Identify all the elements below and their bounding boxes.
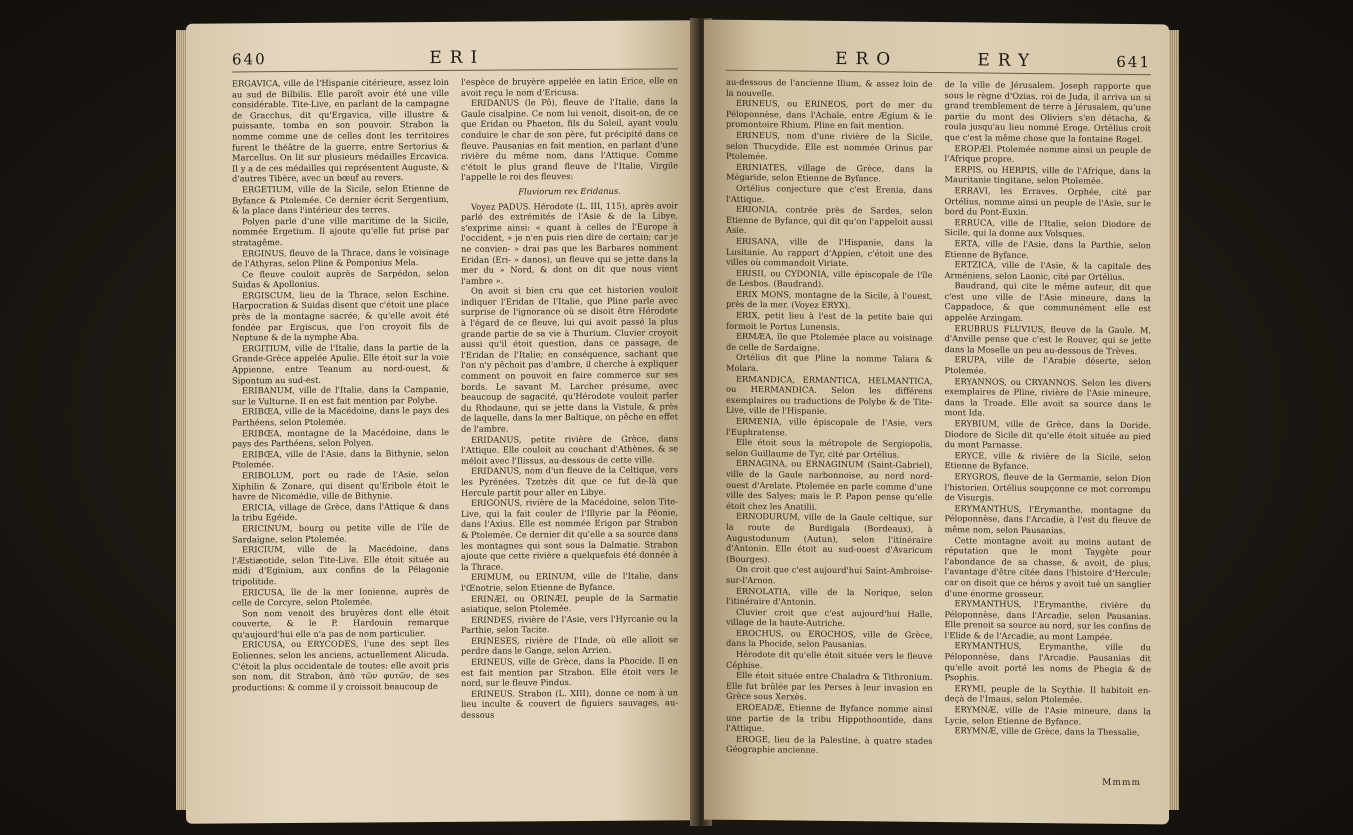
entry-paragraph: ERYMANTHUS, l'Erymanthe, montagne du Péloponnèse, dans l'Arcadie, à l'est du fleuve de même nom, selon Pausanias. [944, 502, 1151, 536]
right-page-columns [726, 77, 1151, 759]
entry-paragraph: ERISII, ou CYDONIA, ville épiscopale de l'île de Lesbos. (Baudrand). [726, 267, 933, 290]
entry-paragraph: ERYMI, peuple de la Scythie. Il habitoit en-deçà de l'Imaus, selon Ptolemée. [944, 683, 1151, 705]
entry-paragraph: au-dessous de l'ancienne Ilium, & assez loin de la nouvelle. [726, 76, 933, 98]
entry-paragraph: ERINESES, rivière de l'Inde, où elle alloit se perdre dans le Gange, selon Arrien. [461, 634, 678, 657]
entry-paragraph: Voyez PADUS. Hérodote (L. III, 115), après avoir parlé des extrémités de l'Asie & de la Libye, s'exprime ainsi: « quant à celles de l'Europe à l'occident, » je n'en puis rien dire de certain; car je ne convien- » drai pas que les Barbares nomment Eridan (Eri- » danos), un fleuve qui se jette dans la mer du » Nord, & dont on dit que nous vient l'ambre ». [461, 199, 678, 286]
entry-paragraph: ERISANA, ville de l'Hispanie, dans la Lusitanie. Au rapport d'Appien, c'étoit une des villes où commandoit Viriate. [726, 235, 933, 269]
right-page-header [726, 48, 1151, 75]
entry-paragraph: ERGITIUM, ville de l'Italie, dans la partie de la Grande-Grèce appelée Apulie. Elle étoit sur la voie Appienne, entre Teanum au nord-ouest, & Sipontum au sud-est. [232, 341, 449, 386]
entry-paragraph: Elle étoit sous la métropole de Sergiopolis, selon Guillaume de Tyr, cité par Ortélius. [726, 437, 933, 460]
left-running-head: ERI [429, 47, 486, 69]
left-column-2 [461, 75, 678, 720]
entry-paragraph: ERNODURUM, ville de la Gaule celtique, sur la route de Burdigala (Bordeaux), à Augustodunum (Autun), selon l'itinéraire d'Antonin. Elle étoit au sud-ouest d'Avaricum (Bourges). [726, 511, 933, 564]
entry-paragraph: ERMENIA, ville épiscopale de l'Asie, vers l'Euphratense. [726, 415, 933, 438]
entry-paragraph: On croit que c'est aujourd'hui Saint-Ambroise-sur-l'Arnon. [726, 564, 933, 586]
entry-paragraph: ERINDES, rivière de l'Asie, vers l'Hyrcanie ou la Parthie, selon Tacite. [461, 613, 678, 636]
right-page [704, 20, 1169, 825]
entry-paragraph: ERIDANUS (le Pô), fleuve de l'Italie, dans la Gaule cisalpine. Ce nom lui venoit, disoit-on, de ce que Eridan ou Phaeton, fils du Soleil, ayant voulu conduire le char de son père, fut précipité dans ce fleuve. Pausanias en fait mention, en parlant d'une rivière du même nom, dans l'Attique. Comme c'étoit le plus grand fleuve de l'Italie, Virgile l'appelle le roi des fleuves: [461, 96, 678, 183]
entry-paragraph: ERYANNOS, ou CRYANNOS. Selon les divers exemplaires de Pline, rivière de l'Asie mineure, dans la Troade. Elle avoit sa source dans le mont Ida. [944, 375, 1151, 418]
right-page-number: 641 [1116, 52, 1151, 72]
entry-paragraph: ERGETIUM, ville de la Sicile, selon Etienne de Byfance & Ptolemée. Ce dernier écrit Sergentium, & la place dans l'intérieur des terres. [232, 182, 449, 216]
entry-paragraph: ERNOLATIA, ville de la Norique, selon l'itinéraire d'Antonin. [726, 585, 933, 607]
entry-paragraph: ERICINUM, bourg ou petite ville de l'île de Sardaigne, selon Ptolemée. [232, 521, 449, 544]
left-page [186, 20, 694, 824]
entry-paragraph: ERRAVI, les Erraves. Orphée, cité par Ortélius, nomme ainsi un peuple de l'Asie, sur le bord du Pont-Euxin. [944, 185, 1151, 218]
entry-paragraph: EROPÆI. Ptolemée nomme ainsi un peuple de l'Afrique propre. [944, 142, 1151, 164]
entry-paragraph: de la ville de Jérusalem. Joseph rapporte que sous le règne d'Ozias, roi de Juda, il arriva un si grand tremblement de terre à Jérusalem, qu'une partie du mont des Oliviers s'en détacha, & roula jusqu'au lieu nommé Eroge. Ortélius croit que c'est la même chose que la fontaine Rogel. [944, 79, 1151, 145]
entry-paragraph: ERIONIA, contrée près de Sardes, selon Etienne de Byfance, qui dit qu'on l'appeloit aussi Asie. [726, 204, 933, 236]
entry-paragraph: EROEADÆ, Etienne de Byfance nomme ainsi une partie de la tribu Hippothoontide, dans l'Attique. [726, 701, 933, 734]
entry-paragraph: ERINEUS, ville de Grèce, dans la Phocide. Il en est fait mention par Strabon. Elle étoit vers le nord, sur le fleuve Pindus. [461, 655, 678, 689]
entry-paragraph: Elle étoit située entre Chaladra & Tithronium. Elle fut brûlée par les Perses à leur invasion en Grèce sous Xerxès. [726, 670, 933, 703]
entry-paragraph: Ce fleuve couloit auprès de Sarpédon, selon Suidas & Apollonius. [232, 267, 449, 290]
entry-paragraph: ERPIS, ou HERPIS, ville de l'Afrique, dans la Mauritanie tingitane, selon Ptolemée. [944, 163, 1151, 187]
entry-paragraph: ERIBŒA, ville de la Macédoine, dans le pays des Parthéens, selon Ptolemée. [232, 405, 449, 428]
entry-paragraph: ERYCE, ville & rivière de la Sicile, selon Etienne de Byfance. [944, 449, 1151, 472]
entry-paragraph: l'espèce de bruyère appelée en latin Erice, elle en avoit reçu le nom d'Ericusa. [461, 75, 678, 98]
entry-paragraph: ERINÆI, ou ORINÆI, peuple de la Sarmatie asiatique, selon Ptolemée. [461, 591, 678, 614]
entry-paragraph: Cette montagne avoit au moins autant de réputation que le mont Taygète pour l'abondance de sa chasse, & avoit, de plus, l'avantage d'être citée dans l'histoire d'Hercule; car on disoit que ce héros y avoit tué un sanglier d'une énorme grosseur. [944, 534, 1151, 599]
entry-paragraph: Baudrand, qui cite le même auteur, dit que c'est une ville de l'Asie mineure, dans la Cappadoce, & que communément elle est appelée Arzingam. [944, 280, 1151, 323]
entry-paragraph: ERIDANUS, nom d'un fleuve de la Celtique, vers les Pyrénées. Tzetzès dit que ce fut de-là que Hercule partit pour aller en Libye. [461, 464, 678, 498]
entry-paragraph: ERTZICA, ville de l'Asie, & la capitale des Arméniens, selon Laonic, cité par Ortélius. [944, 259, 1151, 282]
entry-paragraph: ERUBRUS FLUVIUS, fleuve de la Gaule. M. d'Anville pense que c'est le Rouver, qui se jette dans la Moselle un peu au-dessous de Trèves. [944, 322, 1151, 356]
entry-paragraph: Ortélius dit que Pline la nomme Talara & Molara. [726, 352, 933, 374]
entry-paragraph: ERICUSA, ou ERYCODES, l'une des sept îles Eoliennes, selon les anciens, actuellement Alicuda. C'étoit la plus occidentale de toutes: elle avoit pris son nom, dit Strabon, ἀπὸ τῶν φυτῶν, de ses productions: & comme il y croissoit beaucoup de [232, 638, 449, 693]
entry-paragraph: ERMANDICA, ERMANTICA, HELMANTICA, ou HERMANDICA. Selon les différens exemplaires ou traductions de Polybe & de Tite-Live, ville de l'Hispanie. [726, 373, 933, 417]
signature-mark: Mmmm [1102, 777, 1141, 789]
entry-paragraph: EROGE, lieu de la Palestine, à quatre stades Géographie ancienne. [726, 733, 933, 756]
entry-paragraph: ERGINUS, fleuve de la Thrace, dans le voisinage de l'Athyras, selon Pline & Pomponius Mela. [232, 246, 449, 269]
right-column-1 [726, 77, 933, 757]
right-running-head: ERO [835, 48, 899, 70]
entry-paragraph: ERINEUS, ou ERINEOS, port de mer du Péloponnèse, dans l'Achaïe, entre Ægium & le promontoire Rhium. Pline en fait mention. [726, 98, 933, 132]
entry-paragraph: ERUPA, ville de l'Arabie déserte, selon Ptolemée. [944, 354, 1151, 376]
entry-paragraph: ERGISCUM, lieu de la Thrace, selon Eschine. Harpocration & Suidas disent que c'étoit une place près de la montagne sacrée, & qu'elle avoit été fondée par Ergiscus, que l'on croyoit fils de Neptune & de la nymphe Aba. [232, 288, 449, 343]
entry-paragraph: ERGAVICA, ville de l'Hispanie citérieure, assez loin au sud de Bilbilis. Elle paroît avoir été une ville considérable. Tite-Live, en parlant de la campagne de Gracchus, dit qu'Ergavica, ville illustre & puissante, tomba en son pouvoir. Strabon la nomme comme une de celles dont les territoires furent le théâtre de la guerre, entre Sertorius & Marcellus. On lit sur plusieurs médailles Ercavica. Il y a de ces médailles qui représentent Auguste, & d'autres Tibère, avec un bœuf au revers. [232, 76, 449, 184]
entry-paragraph: Hérodote dit qu'elle étoit située vers le fleuve Céphise. [726, 648, 933, 670]
right-column-2 [945, 79, 1152, 759]
entry-paragraph: Ortélius conjecture que c'est Erenia, dans l'Attique. [726, 182, 933, 204]
entry-paragraph: ERIX, petit lieu à l'est de la petite baie qui formoit le Portus Lunensis. [726, 309, 933, 332]
entry-paragraph: ERYMANTHUS, Erymanthe, ville du Péloponnèse, dans l'Arcadie. Pausanias dit qu'elle avoit porté les noms de Phegia & de Psophis. [944, 640, 1151, 683]
entry-paragraph: ERINEUS. Strabon (L. XIII), donne ce nom à un lieu inculte & couvert de figuiers sauvages, au-dessous [461, 687, 678, 720]
entry-paragraph: ERYBIUM, ville de Grèce, dans la Doride. Diodore de Sicile dit qu'elle étoit située au pied du mont Parnasse. [944, 418, 1151, 451]
entry-paragraph: ERIX MONS, montagne de la Sicile, à l'ouest, près de la mer. (Voyez ERYX). [726, 288, 933, 311]
entry-paragraph: ERNAGINA, ou ERNAGINUM (Saint-Gabriel), ville de la Gaule narbonnoise, au nord nord-ouest d'Arelate. Ptolemée en parle comme d'une ville des Salyes; mais le P. Papon pense qu'elle étoit chez les Anatilii. [726, 458, 933, 512]
entry-paragraph: ERIBŒA, montagne de la Macédoine, dans le pays des Parthéens, selon Polyen. [232, 426, 449, 449]
entry-paragraph: Son nom venoit des bruyères dont elle étoit couverte, & le P. Hardouin remarque qu'aujourd'hui elle n'a pas de nom particulier. [232, 606, 449, 640]
entry-paragraph: ERIBŒA, ville de l'Asie, dans la Bithynie, selon Ptolemée. [232, 447, 449, 470]
entry-paragraph: ERIBOLUM, port ou rade de l'Asie, selon Xiphilin & Zonare, qui disent qu'Eribole étoit le havre de Nicomédie, ville de Bithynie. [232, 468, 449, 502]
entry-paragraph: ERRUCA, ville de l'Italie, selon Diodore de Sicile, qui la donne aux Volsques. [944, 216, 1151, 239]
entry-paragraph: ERIBANUM, ville de l'Italie, dans la Campanie, sur le Vulturne. Il en est fait mention par Polybe. [232, 384, 449, 407]
entry-paragraph: Fluviorum rex Eridanus. [518, 185, 621, 197]
entry-paragraph: EROCHUS, ou EROCHOS, ville de Grèce, dans la Phocide, selon Pausanias. [726, 627, 933, 650]
entry-paragraph: ERYMANTHUS, l'Erymanthe, rivière du Péloponnèse, dans l'Arcadie, selon Pausanias. Elle prenoit sa source au nord, sur les confins de l'Elide & de l'Arcadie, au mont Lampée. [944, 598, 1151, 642]
entry-paragraph: On avoit si bien cru que cet historien vouloit indiquer l'Eridan de l'Italie, que Pline parle avec surprise de l'ignorance où se disoit être Hérodote à l'égard de ce fleuve, lui qui avoit passé la plus grande partie de sa vie à Thurium. Cluvier croyoit aussi qu'il étoit question, dans ce passage, de l'Eridan de l'Italie; en conséquence, sachant que l'on n'y pêchoit pas d'ambre, il cherche à expliquer comment on pouvoit en faire commerce sur ses bords. Le savant M. Larcher présume, avec beaucoup de sagacité, qu'Hérodote vouloit parler du Rhodaune, qui se jette dans la Vistule, & près de laquelle, dans la mer Baltique, on pêche en effet de l'ambre. [461, 284, 678, 434]
entry-paragraph: ERINEUS, nom d'une rivière de la Sicile, selon Thucydide. Elle est nommée Orinus par Ptolemée. [726, 129, 933, 162]
left-column-1 [232, 77, 449, 722]
entry-paragraph: ERIMUM, ou ERINUM, ville de l'Italie, dans l'Œnotrie, selon Etienne de Byfance. [461, 570, 678, 593]
left-page-number: 640 [232, 50, 267, 69]
entry-paragraph: ERICIA, village de Grèce, dans l'Attique & dans la tribu Egéide. [232, 500, 449, 523]
left-page-columns [232, 75, 678, 722]
entry-paragraph: Cluvier croit que c'est aujourd'hui Halle, village de la haute-Autriche. [726, 606, 933, 629]
entry-paragraph: ERICUSA, île de la mer Ionienne, auprès de celle de Corcyre, selon Ptolemée. [232, 585, 449, 608]
entry-paragraph: ERYMNÆ, ville de Grèce, dans la Thessalie, [954, 725, 1140, 738]
entry-paragraph: ERICIUM, ville de la Macédoine, dans l'Æstiæotide, selon Tite-Live. Elle étoit située au midi d'Eginium, aux confins de la Pélagonie tripolitide. [232, 543, 449, 587]
entry-paragraph: Polyen parle d'une ville maritime de la Sicile, nommée Ergetium. Il ajoute qu'elle fut prise par stratagême. [232, 214, 449, 248]
entry-paragraph: ERYGROS, fleuve de la Germanie, selon Dion l'historien. Ortélius soupçonne ce mot corrompu de Visurgis. [944, 471, 1151, 503]
entry-paragraph: ERIDANUS, petite rivière de Grèce, dans l'Attique. Elle couloit au couchant d'Athènes, & se méloit avec l'Ilissus, au-dessous de cette ville. [461, 432, 678, 466]
entry-paragraph: ERINIATES, village de Grèce, dans la Mégaride, selon Etienne de Byfance. [726, 161, 933, 184]
left-page-header [232, 46, 678, 72]
right-running-head-2: ERY [977, 50, 1038, 72]
entry-paragraph: ERMÆA, île que Ptolemée place au voisinage de celle de Sardaigne. [726, 331, 933, 353]
entry-paragraph: ERTA, ville de l'Asie, dans la Parthie, selon Etienne de Byfance. [944, 238, 1151, 260]
entry-paragraph: ERIGONUS, rivière de la Macédoine, selon Tite-Live, qui la fait couler de l'Illyrie par la Péonie, dans l'Axius. Elle est nommée Erigon par Strabon & Ptolemée. Ce dernier dit qu'elle a sa source dans les montagnes qui sont sous la Dalmatie. Strabon ajoute que cette rivière a quelquefois été donnée à la Thrace. [461, 496, 678, 572]
entry-paragraph: ERYMNÆ, ville de l'Asie mineure, dans la Lycie, selon Etienne de Byfance. [944, 704, 1151, 727]
